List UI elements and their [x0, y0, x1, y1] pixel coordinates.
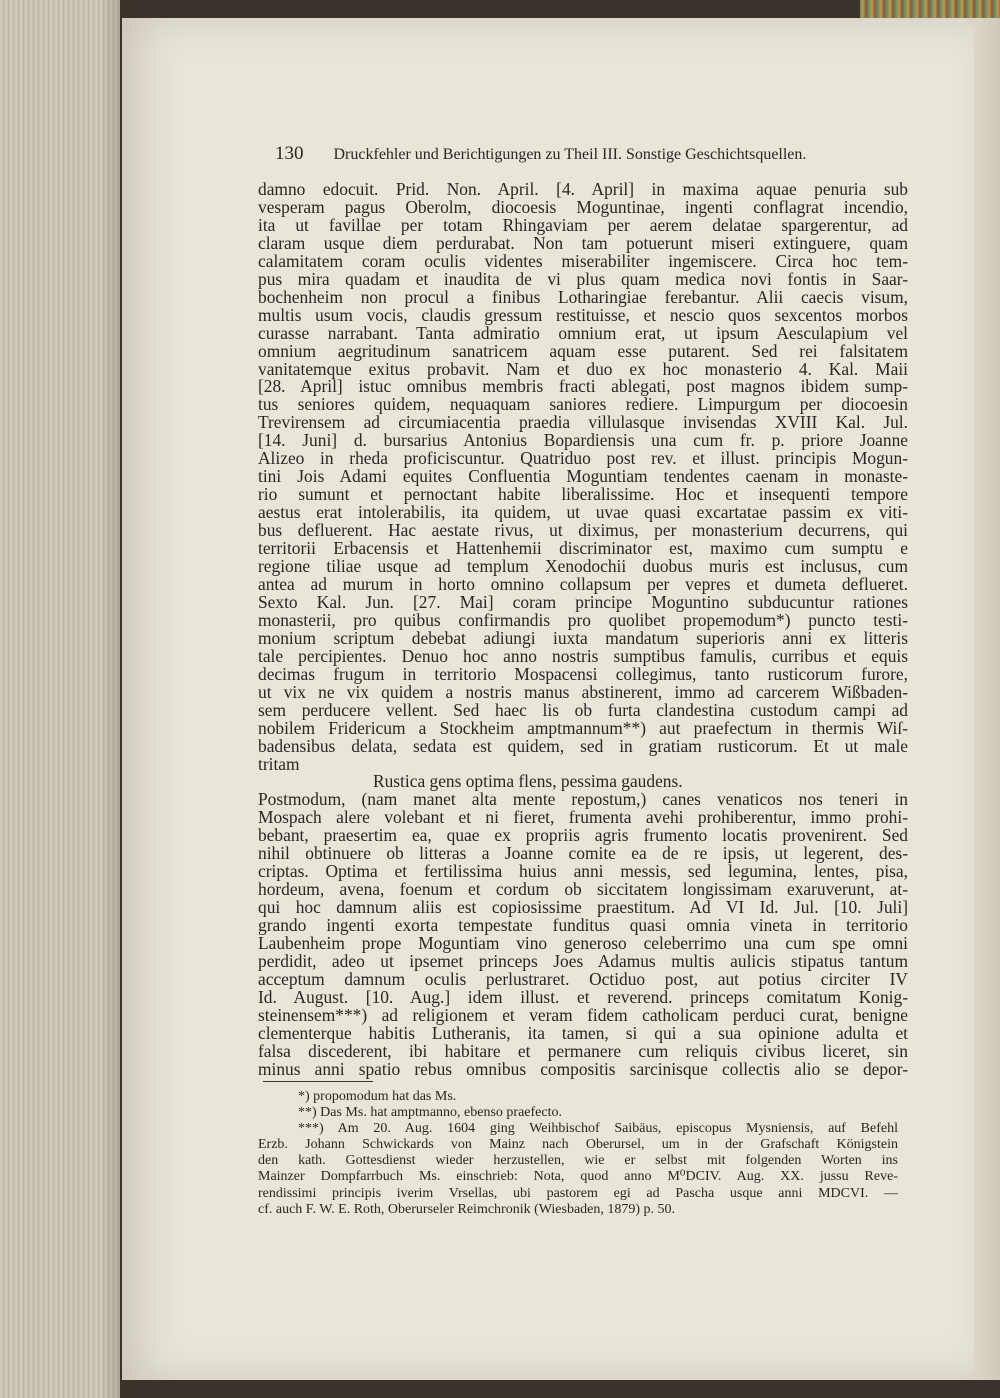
footnote-line: rendissimi principis iverim Vrsellas, ubi pastorem egi ad Pascha usque anni MDCVI. —	[258, 1185, 898, 1201]
text-line: Sexto Kal. Jun. [27. Mai] coram principe Moguntino subducuntur rationes	[258, 591, 908, 612]
text-line: Id. August. [10. Aug.] idem illust. et reverend. princeps comitatum Konig-	[258, 986, 908, 1007]
text-line: [14. Juni] d. bursarius Antonius Bopardiensis una cum fr. p. priore Joanne	[258, 430, 908, 451]
text-line: vesperam pagus Oberolm, diocoesis Moguntinae, ingenti conflagrat incendio,	[258, 196, 908, 217]
text-line: Mospach alere volebant et ni fieret, frumenta avehi prohiberentur, immo prohi-	[258, 807, 908, 828]
text-line: nihil obtinuere ob litteras a Joanne comite ea de re ipsis, ut legerent, des-	[258, 843, 908, 864]
text-line: claram usque diem perdurabat. Non tam potuerunt miseri extinguere, quam	[258, 232, 908, 253]
text-line: badensibus delata, sedata est quidem, sed in gratiam rusticorum. Et ut male	[258, 735, 908, 756]
text-line: perdidit, adeo ut ipsemet princeps Joes Adamus multis aulicis stipatus tantum	[258, 950, 908, 971]
text-line: ut vix ne vix quidem a nostris manus abstinerent, immo ad carcerem Wißbaden-	[258, 681, 908, 702]
text-line: Laubenheim prope Moguntiam vino generoso celeberrimo una cum spe omni	[258, 933, 908, 954]
text-line: falsa discederent, ibi habitare et permanere cum reliquis civibus liceret, sin	[258, 1040, 908, 1061]
text-line: steinensem***) ad religionem et veram fidem catholicam perduci curat, benigne	[258, 1004, 908, 1025]
text-line: monium scriptum debebat adiungi iuxta mandatum superioris anni ex litteris	[258, 627, 908, 648]
text-line: rio sumunt et pernoctant habite liberalissime. Hoc et insequenti tempore	[258, 484, 908, 505]
text-line: monasterii, pro quibus confirmandis pro quolibet propemodum*) puncto testi-	[258, 609, 908, 630]
text-line: bebant, praesertim ea, quae ex propriis agris frumento locatis provenirent. Sed	[258, 825, 908, 846]
footnote-line: **) Das Ms. hat amptmanno, ebenso praefecto.	[298, 1105, 562, 1121]
text-line: minus anni spatio rebus omnibus compositis sarcinisque collectis alio se depor-	[258, 1058, 908, 1079]
text-line: decimas frugum in territorio Mospacensi collegimus, tanto rusticorum furore,	[258, 663, 908, 684]
text-line: curasse narrabant. Tanta admiratio omnium erat, ut ipsum Aesculapium vel	[258, 322, 908, 343]
text-line: Alizeo in rheda proficiscuntur. Quatriduo post rev. et illust. principis Mogun-	[258, 448, 908, 469]
footnote-line: *) propomodum hat das Ms.	[298, 1089, 457, 1104]
text-line: sem perducere vellent. Sed haec lis ob furta clandestina custodum campi ad	[258, 699, 908, 720]
quoted-verse: Rustica gens optima flens, pessima gaudens.	[373, 771, 683, 792]
text-line: [28. April] istuc omnibus membris fracti ablegati, post magnos ibidem sump-	[258, 376, 908, 397]
text-line: tus seniores quidem, nequaquam saniores rediere. Limpurgum per diocoesin	[258, 394, 908, 415]
text-line: tritam	[258, 753, 300, 774]
text-line: aestus erat intolerabilis, ita quidem, ut uvae quasi excartatae passim ex viti-	[258, 502, 908, 523]
footnote-line: den kath. Gottesdienst wieder herzustellen, wie er selbst mit folgenden Worten ins	[258, 1153, 898, 1169]
text-line: damno edocuit. Prid. Non. April. [4. April] in maxima aquae penuria sub	[258, 179, 908, 199]
text-line: territorii Erbacensis et Hattenhemii discriminator est, maximo cum sumptu e	[258, 538, 908, 559]
right-page-edge	[970, 18, 1000, 1380]
text-line: pus mira quadam et inaudita de vi plus quam medica novi fontis in Saar-	[258, 268, 908, 289]
main-text	[258, 181, 908, 1079]
text-line: antea ad murum in horto omnino collapsum per vepres et dumeta deflueret.	[258, 573, 908, 594]
text-line: tini Jois Adami equites Confluentia Moguntiam tendentes caenam in monaste-	[258, 466, 908, 487]
text-line: bochenheim non procul a finibus Lotharingiae ferebantur. Alii caecis visum,	[258, 286, 908, 307]
footnote-line: ***) Am 20. Aug. 1604 ging Weihbischof Saibäus, episcopus Mysniensis, auf Befehl	[298, 1121, 898, 1137]
text-line: calamitatem coram oculis videntes miserabiliter ingemiscere. Circa hoc tem-	[258, 250, 908, 271]
running-header	[275, 143, 845, 165]
footnotes	[258, 1089, 898, 1218]
text-line: grando ingenti exorta tempestate funditus quasi omnia vineta in territorio	[258, 915, 908, 936]
text-line: ita ut favillae per totam Rhingaviam per aerem delatae spargerentur, ad	[258, 214, 908, 235]
text-line: qui hoc damnum aliis est copiosissime praestitum. Ad VI Id. Jul. [10. Juli]	[258, 897, 908, 918]
text-line: Trevirensem ad circumiacentia praedia villulasque invisendas XVIII Kal. Jul.	[258, 412, 908, 433]
footnote-divider	[263, 1081, 373, 1082]
footnote-line: Mainzer Dompfarrbuch Ms. einschrieb: Nota, quod anno M⁰DCIV. Aug. XX. jussu Reve-	[258, 1169, 898, 1185]
text-line: omnium aegritudinum sanatricem aquam esse putarent. Sed rei falsitatem	[258, 340, 908, 361]
text-line: tale percipientes. Denuo hoc anno nostris sumptibus famulis, curribus et equis	[258, 645, 908, 666]
text-line: criptas. Optima et fertilissima huius anni messis, sed legumina, lentes, pisa,	[258, 861, 908, 882]
text-line: Postmodum, (nam manet alta mente repostum,) canes venaticos nos teneri in	[258, 789, 908, 810]
text-line: multis usum vocis, claudis gressum restituisse, et nescio quos sexcentos morbos	[258, 304, 908, 325]
footnote-line: cf. auch F. W. E. Roth, Oberurseler Reimchronik (Wiesbaden, 1879) p. 50.	[258, 1201, 676, 1217]
text-line: regione tiliae usque ad templum Xenodochii duobus muris est inclusus, cum	[258, 556, 908, 577]
text-line: hordeum, avena, foenum et cordum ob siccitatem longissimam exaruverunt, at-	[258, 879, 908, 900]
footnote-line: Erzb. Johann Schwickards von Mainz nach Oberursel, um in der Grafschaft Königstein	[258, 1137, 898, 1153]
text-line: clementerque habitis Lutheranis, ita tamen, si qui a sua opinione adulta et	[258, 1022, 908, 1043]
text-line: bus defluerent. Hac aestate rivus, ut diximus, per monasterium decurrens, qui	[258, 520, 908, 541]
text-line: nobilem Fridericum a Stockheim amptmannum**) aut praefectum in thermis Wiſ-	[258, 717, 908, 738]
text-line: acceptum damnum oculis perlustraret. Octiduo post, aut potius circiter IV	[258, 968, 908, 989]
page-number: 130	[275, 143, 304, 164]
running-title: Druckfehler und Berichtigungen zu Theil III. Sonstige Geschichtsquellen.	[333, 146, 807, 163]
text-line: vanitatemque exitus probavit. Nam et duo ex hoc monasterio 4. Kal. Maii	[258, 358, 908, 379]
